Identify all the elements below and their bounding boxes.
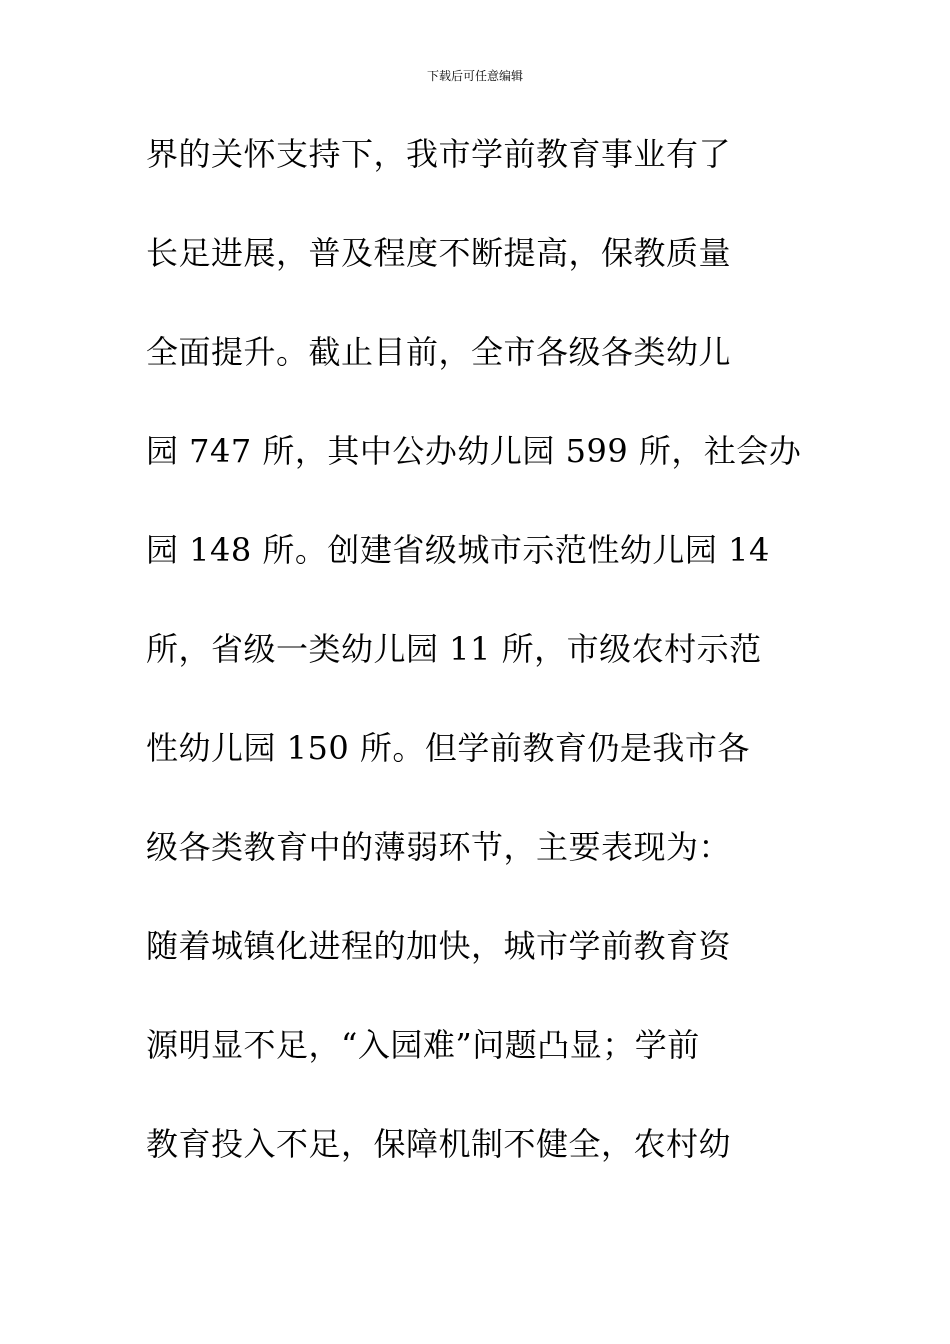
text-line: 园 747 所，其中公办幼儿园 599 所，社会办 — [146, 432, 802, 470]
text-line: 性幼儿园 150 所。但学前教育仍是我市各 — [146, 729, 750, 767]
text-line: 级各类教育中的薄弱环节，主要表现为： — [146, 828, 732, 866]
text-line: 长足进展，普及程度不断提高，保教质量 — [146, 234, 732, 272]
text-line: 全面提升。截止目前，全市各级各类幼儿 — [146, 333, 732, 371]
text-line: 界的关怀支持下，我市学前教育事业有了 — [146, 135, 732, 173]
text-line: 随着城镇化进程的加快，城市学前教育资 — [146, 927, 732, 965]
header-note: 下载后可任意编辑 — [426, 69, 523, 83]
text-line: 源明显不足，“入园难”问题凸显；学前 — [146, 1026, 700, 1064]
text-line: 教育投入不足，保障机制不健全，农村幼 — [146, 1125, 732, 1163]
text-line: 所，省级一类幼儿园 11 所，市级农村示范 — [146, 630, 762, 668]
body-text — [146, 128, 826, 1217]
text-line: 园 148 所。创建省级城市示范性幼儿园 14 — [146, 531, 770, 569]
